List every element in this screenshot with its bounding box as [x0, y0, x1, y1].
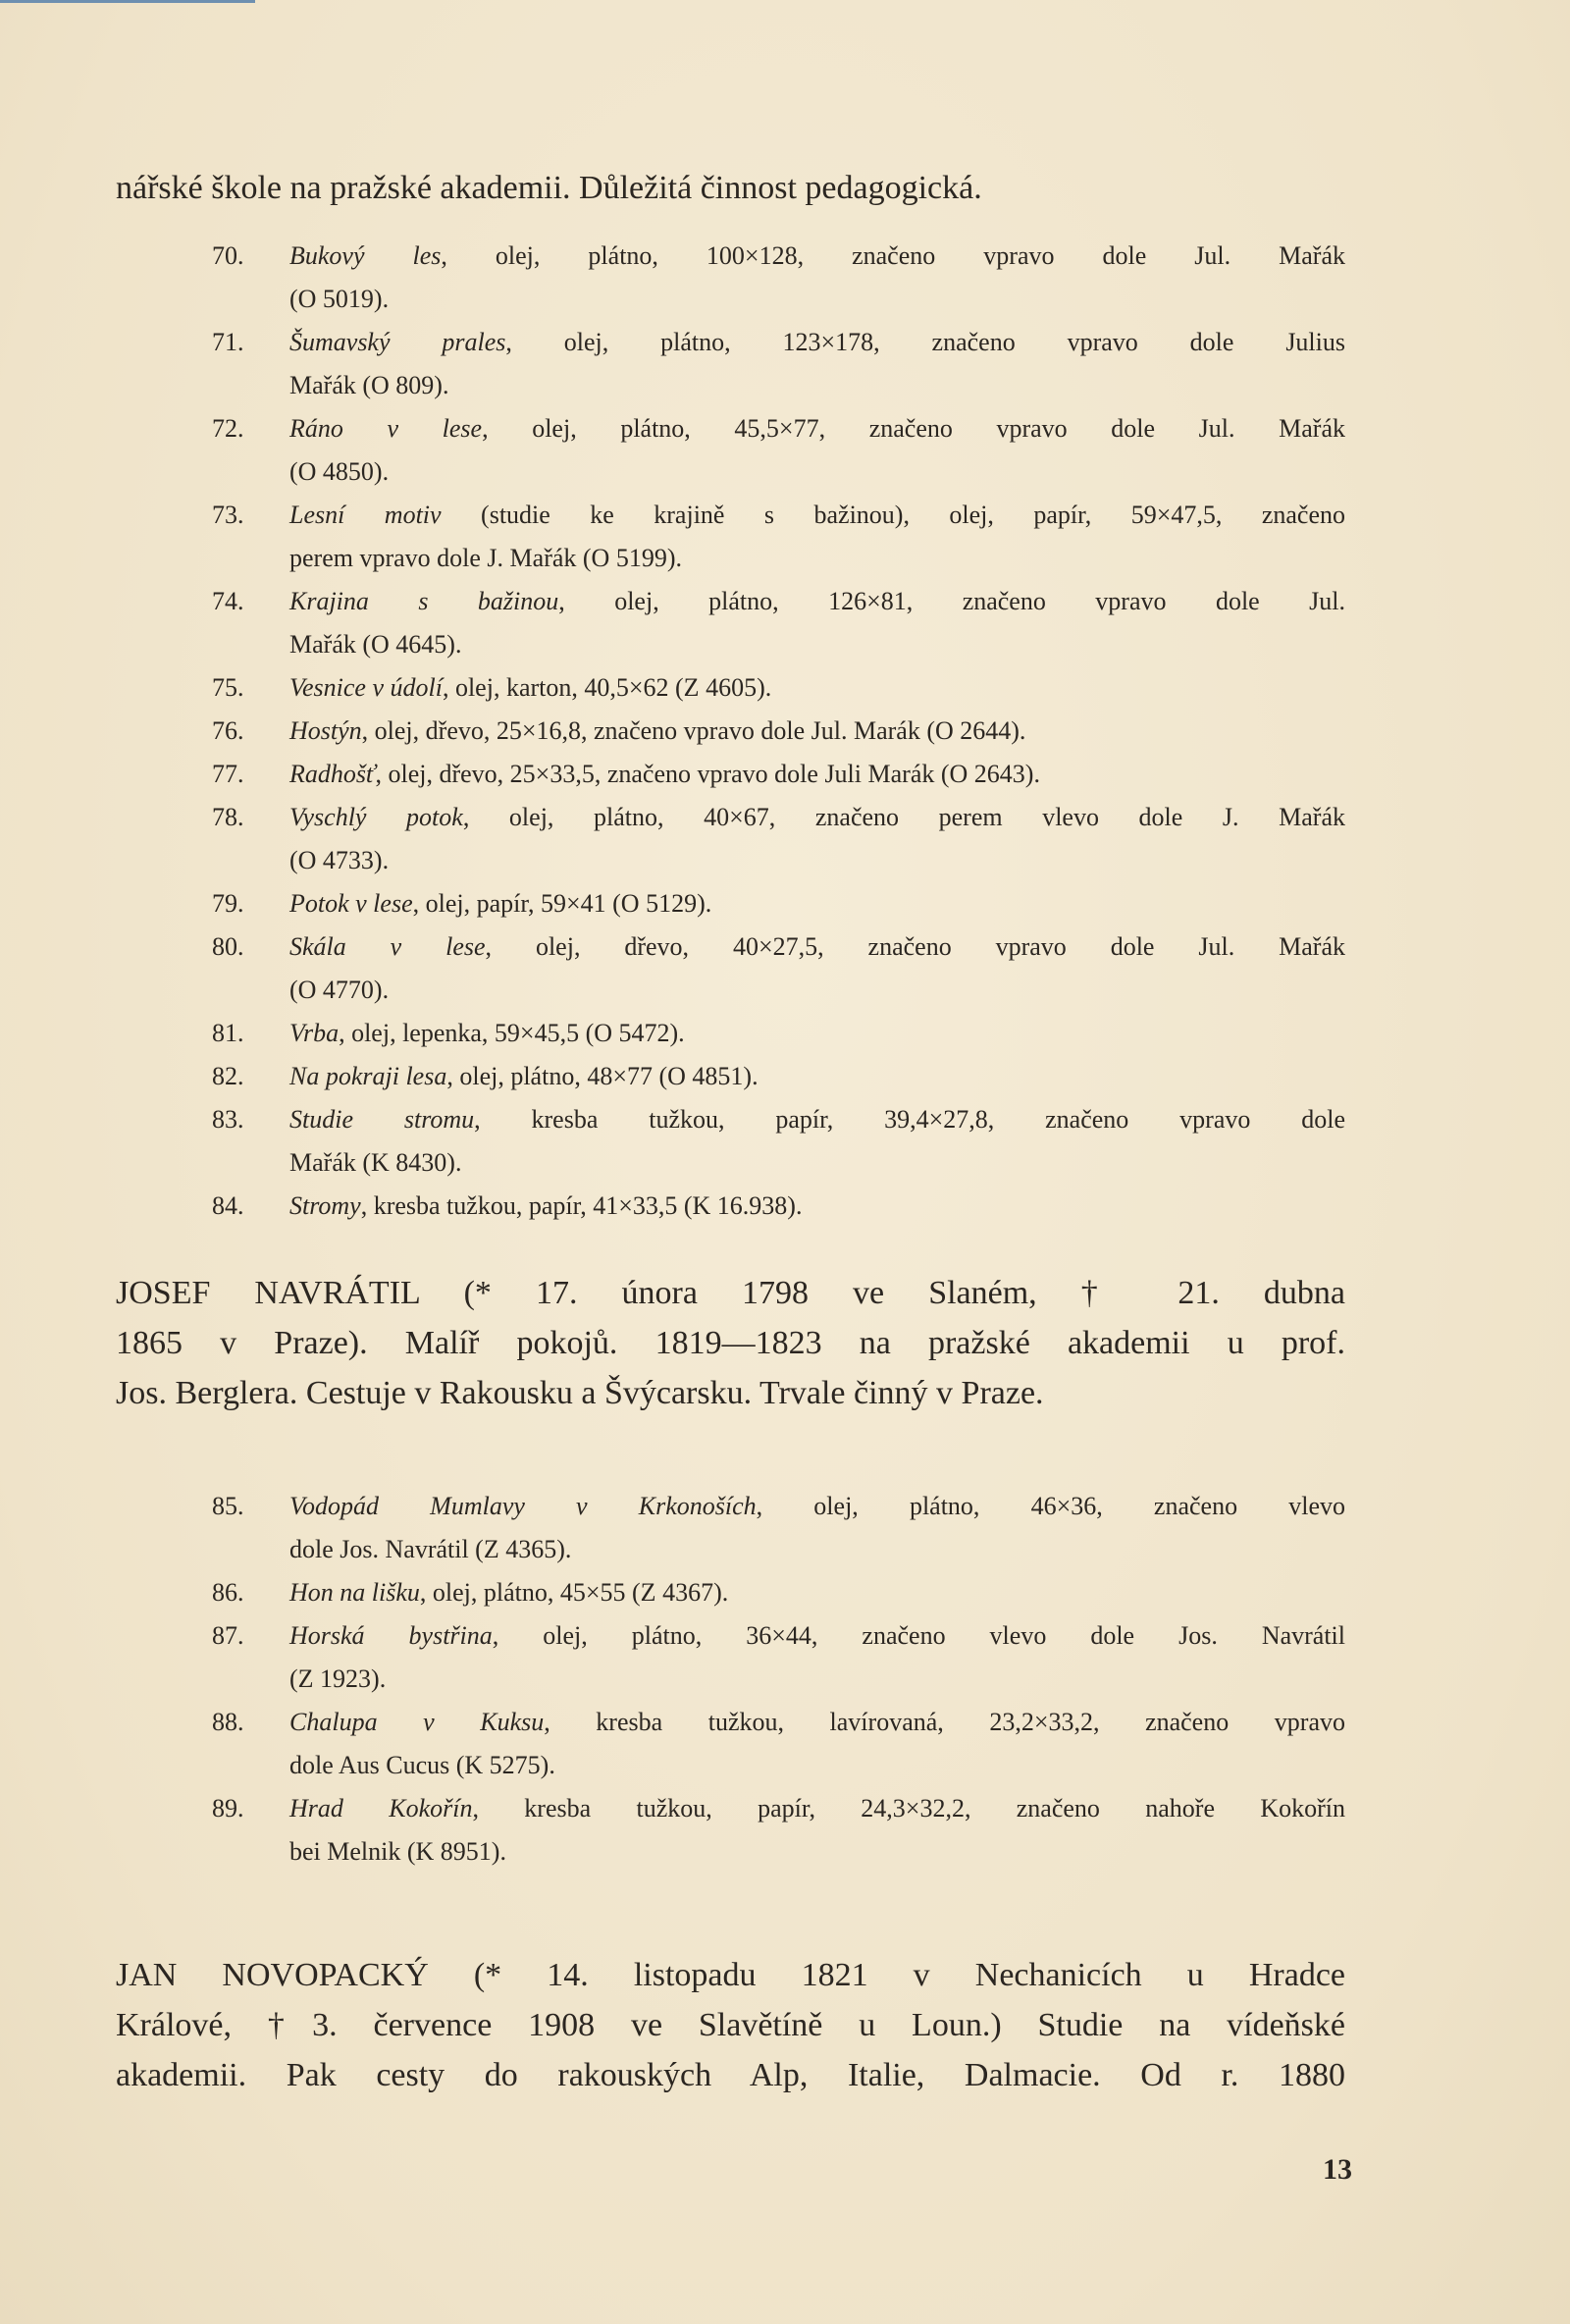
entry-line: [289, 1571, 1345, 1614]
entry-details: (studie ke krajině s bažinou), olej, papír, 59×47,5, značeno: [441, 501, 1346, 529]
entry-line: perem vpravo dole J. Mařák (O 5199).: [289, 544, 682, 572]
catalog-entry: [212, 666, 1345, 710]
entry-title: Bukový les: [289, 241, 442, 270]
entry-title: Horská bystřina: [289, 1621, 493, 1650]
catalog-entry: [212, 796, 1345, 882]
entry-title: Radhošť: [289, 760, 376, 788]
entry-details: , olej, lepenka, 59×45,5 (O 5472).: [339, 1019, 685, 1047]
entry-number: 85.: [212, 1492, 244, 1520]
entry-line: Mařák (O 4645).: [289, 630, 462, 659]
catalog-entry: [212, 1185, 1345, 1228]
text-line: 1865 v Praze). Malíř pokojů. 1819—1823 na pražské akademii u prof.: [116, 1325, 1345, 1361]
catalog-entry: [212, 235, 1345, 321]
scan-edge: [0, 0, 255, 3]
entry-line: (O 4770).: [289, 976, 390, 1004]
entry-details: , olej, karton, 40,5×62 (Z 4605).: [442, 673, 772, 702]
entry-details: , olej, plátno, 100×128, značeno vpravo dole Jul. Mařák: [441, 241, 1345, 270]
entry-details: , olej, papír, 59×41 (O 5129).: [412, 889, 712, 918]
entry-number: 82.: [212, 1062, 244, 1090]
entry-title: Chalupa v Kuksu: [289, 1708, 545, 1736]
intro-paragraph: [116, 163, 1345, 213]
catalog-entry: [212, 882, 1345, 925]
entry-details: , kresba tužkou, lavírovaná, 23,2×33,2, značeno vpravo: [544, 1708, 1345, 1736]
entry-title: Šumavský prales: [289, 328, 506, 356]
entry-details: , olej, plátno, 48×77 (O 4851).: [446, 1062, 759, 1090]
entry-title: Lesní motiv: [289, 501, 442, 529]
entry-number: 79.: [212, 889, 244, 918]
catalog-entry: [212, 1098, 1345, 1185]
entry-title: Krajina s bažinou: [289, 587, 559, 615]
entry-number: 86.: [212, 1578, 244, 1607]
entry-line: [289, 1098, 1345, 1141]
entry-details: , kresba tužkou, papír, 24,3×32,2, značeno nahoře Kokořín: [472, 1794, 1345, 1822]
entry-details: , kresba tužkou, papír, 41×33,5 (K 16.938).: [360, 1191, 803, 1220]
entry-line: [289, 753, 1345, 796]
entry-title: Vyschlý potok: [289, 803, 463, 831]
entry-line: Mařák (K 8430).: [289, 1148, 462, 1177]
catalog-entry: [212, 1485, 1345, 1571]
bio-jan-novopacky: [116, 1950, 1345, 2100]
entry-details: , olej, dřevo, 25×33,5, značeno vpravo dole Juli Marák (O 2643).: [375, 760, 1040, 788]
entry-number: 89.: [212, 1794, 244, 1822]
entry-details: , olej, plátno, 40×67, značeno perem vlevo dole J. Mařák: [462, 803, 1345, 831]
entry-line: [289, 666, 1345, 710]
entry-line: [289, 1055, 1345, 1098]
entry-line: [289, 1185, 1345, 1228]
catalog-entry: [212, 753, 1345, 796]
entry-line: (O 4850).: [289, 457, 390, 486]
entry-line: [289, 1787, 1345, 1830]
entry-line: Mařák (O 809).: [289, 371, 449, 399]
text-line: Králové, †3. července 1908 ve Slavětíně u Loun.) Studie na vídeňské: [116, 2007, 1345, 2043]
entry-line: [289, 710, 1345, 753]
catalog-entry: [212, 494, 1345, 580]
catalog-entry: [212, 580, 1345, 666]
entry-number: 81.: [212, 1019, 244, 1047]
entry-number: 77.: [212, 760, 244, 788]
entry-title: Na pokraji lesa: [289, 1062, 447, 1090]
entry-title: Studie stromu: [289, 1105, 475, 1134]
entry-title: Hrad Kokořín: [289, 1794, 473, 1822]
catalog-entry: [212, 321, 1345, 407]
text-line: JAN NOVOPACKÝ (* 14. listopadu 1821 v Nechanicích u Hradce: [116, 1957, 1345, 1993]
entry-number: 80.: [212, 932, 244, 961]
catalog-entry: [212, 1055, 1345, 1098]
text-line: nářské škole na pražské akademii. Důležitá činnost pedagogická.: [116, 170, 982, 206]
entry-line: (Z 1923).: [289, 1664, 387, 1693]
entry-number: 75.: [212, 673, 244, 702]
entry-title: Vesnice v údolí: [289, 673, 443, 702]
entry-line: [289, 1485, 1345, 1528]
catalog-list-navratil: [212, 1485, 1345, 1874]
entry-title: Potok v lese: [289, 889, 413, 918]
entry-details: , olej, plátno, 123×178, značeno vpravo dole Julius: [505, 328, 1346, 356]
entry-title: Vrba: [289, 1019, 340, 1047]
entry-line: (O 5019).: [289, 285, 390, 313]
catalog-list-marak: [212, 235, 1345, 1228]
entry-details: , olej, dřevo, 40×27,5, značeno vpravo dole Jul. Mařák: [485, 932, 1345, 961]
entry-line: [289, 1701, 1345, 1744]
entry-details: , olej, plátno, 126×81, značeno vpravo dole Jul.: [558, 587, 1345, 615]
text-line: Jos. Berglera. Cestuje v Rakousku a Švýcarsku. Trvale činný v Praze.: [116, 1375, 1044, 1411]
entry-details: , olej, plátno, 45,5×77, značeno vpravo dole Jul. Mařák: [482, 414, 1346, 443]
entry-details: , olej, plátno, 36×44, značeno vlevo dole Jos. Navrátil: [492, 1621, 1346, 1650]
entry-number: 76.: [212, 716, 244, 745]
text-line: akademii. Pak cesty do rakouských Alp, Italie, Dalmacie. Od r. 1880: [116, 2057, 1345, 2093]
catalog-entry: [212, 1614, 1345, 1701]
entry-line: dole Jos. Navrátil (Z 4365).: [289, 1535, 572, 1563]
entry-line: [289, 235, 1345, 278]
entry-number: 73.: [212, 501, 244, 529]
entry-line: [289, 796, 1345, 839]
catalog-entry: [212, 925, 1345, 1012]
entry-number: 78.: [212, 803, 244, 831]
catalog-entry: [212, 407, 1345, 494]
entry-line: dole Aus Cucus (K 5275).: [289, 1751, 555, 1779]
entry-details: , olej, dřevo, 25×16,8, značeno vpravo dole Jul. Marák (O 2644).: [361, 716, 1026, 745]
page-number: 13: [1323, 2153, 1352, 2186]
catalog-entry: [212, 1787, 1345, 1874]
entry-title: Hon na lišku: [289, 1578, 420, 1607]
entry-title: Skála v lese: [289, 932, 486, 961]
entry-title: Ráno v lese: [289, 414, 483, 443]
entry-number: 88.: [212, 1708, 244, 1736]
entry-details: , kresba tužkou, papír, 39,4×27,8, značeno vpravo dole: [474, 1105, 1345, 1134]
catalog-entry: [212, 710, 1345, 753]
text-line: JOSEF NAVRÁTIL (* 17. února 1798 ve Slaném, † 21. dubna: [116, 1275, 1345, 1311]
catalog-entry: [212, 1571, 1345, 1614]
entry-number: 71.: [212, 328, 244, 356]
entry-number: 83.: [212, 1105, 244, 1134]
entry-title: Stromy: [289, 1191, 361, 1220]
entry-line: [289, 882, 1345, 925]
entry-number: 70.: [212, 241, 244, 270]
entry-number: 72.: [212, 414, 244, 443]
entry-line: bei Melnik (K 8951).: [289, 1837, 506, 1866]
entry-line: (O 4733).: [289, 846, 390, 874]
entry-line: [289, 407, 1345, 450]
entry-title: Vodopád Mumlavy v Krkonoších: [289, 1492, 757, 1520]
entry-line: [289, 580, 1345, 623]
entry-title: Hostýn: [289, 716, 362, 745]
catalog-entry: [212, 1701, 1345, 1787]
catalog-entry: [212, 1012, 1345, 1055]
entry-line: [289, 1012, 1345, 1055]
entry-line: [289, 925, 1345, 969]
entry-number: 87.: [212, 1621, 244, 1650]
entry-line: [289, 321, 1345, 364]
entry-details: , olej, plátno, 45×55 (Z 4367).: [419, 1578, 729, 1607]
entry-line: [289, 1614, 1345, 1658]
bio-josef-navratil: [116, 1268, 1345, 1418]
entry-line: [289, 494, 1345, 537]
entry-number: 74.: [212, 587, 244, 615]
entry-details: , olej, plátno, 46×36, značeno vlevo: [756, 1492, 1345, 1520]
entry-number: 84.: [212, 1191, 244, 1220]
